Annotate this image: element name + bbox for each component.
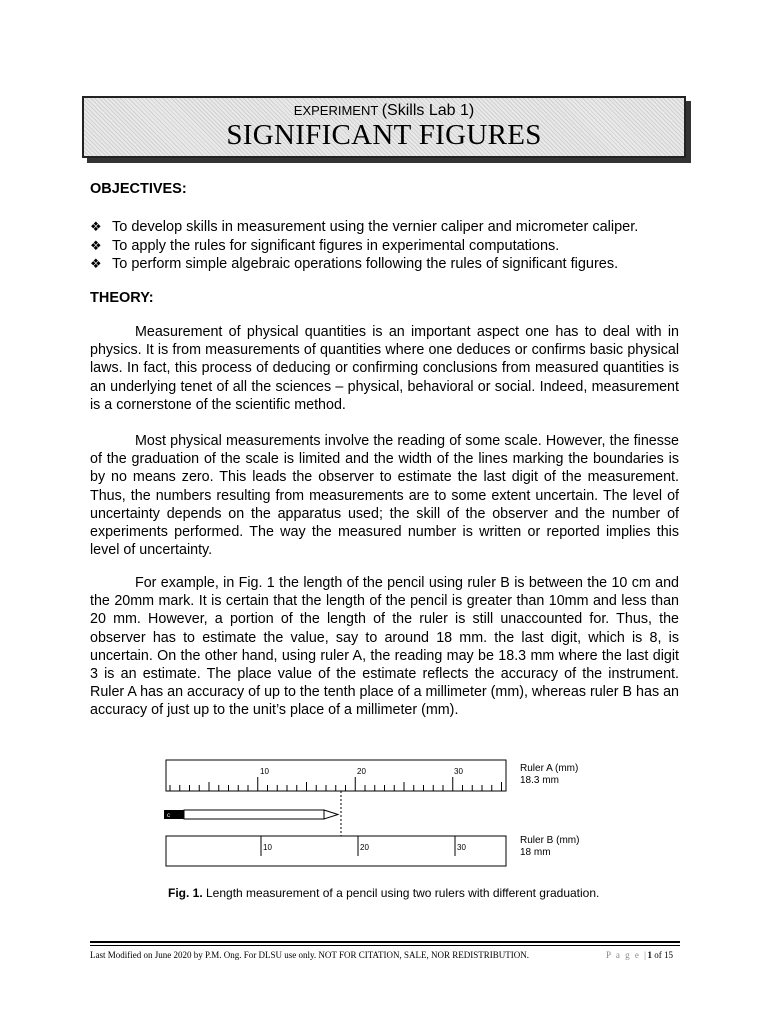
objectives-list bbox=[90, 218, 690, 274]
ruler-b-tick-label: 30 bbox=[457, 843, 466, 852]
caption-text: Length measurement of a pencil using two rulers with different graduation. bbox=[202, 886, 600, 900]
ruler-a-tick-label: 10 bbox=[260, 767, 269, 776]
ruler-a-label: Ruler A (mm) bbox=[520, 763, 579, 774]
ruler-b-tick-label: 20 bbox=[360, 843, 369, 852]
diamond-bullet-icon: ❖ bbox=[90, 219, 102, 234]
theory-paragraph-3: For example, in Fig. 1 the length of the pencil using ruler B is between the 10 cm and the 20mm mark. It is certain that the length of the pencil is greater than 10mm and less than 20 mm. However, a portion of the length of the ruler is still unaccounted for. Thus, the observer has to estimate the value, say to around 18 mm. the last digit, which is 8, is uncertain. On the other hand, using ruler A, the reading may be 18.3 mm where the last digit 3 is an estimate. The place value of the estimate reflects the accuracy of the instrument. Ruler A has an accuracy of up to the tenth place of a millimeter (mm), whereas ruler B has an accuracy of just up to the unit’s place of a millimeter (mm). bbox=[90, 575, 679, 719]
ruler-a-tick-label: 30 bbox=[454, 767, 463, 776]
title-box bbox=[82, 96, 686, 158]
page-number bbox=[606, 950, 673, 960]
footer-rule bbox=[90, 945, 680, 946]
pencil-body bbox=[184, 810, 324, 819]
experiment-line bbox=[84, 103, 684, 119]
caption-label: Fig. 1. bbox=[168, 886, 203, 900]
theory-paragraph-2: Most physical measurements involve the reading of some scale. However, the finesse of the graduation of the scale is limited and the width of the lines marking the boundaries is by no means zero. This leads the observer to estimate the last digit of the measurement. Thus, the numbers resulting from measurements are to some extent uncertain. The level of uncertainty depends on the apparatus used; the skill of the observer and the number of experiments performed. The way the measured number is written or reported implies this level of uncertainty. bbox=[90, 433, 679, 559]
page-suffix: of 15 bbox=[651, 950, 673, 960]
page-title: SIGNIFICANT FIGURES bbox=[226, 119, 542, 151]
objective-item: ❖ To perform simple algebraic operations following the rules of significant figures. bbox=[90, 256, 619, 272]
pencil bbox=[164, 810, 338, 819]
footer-note: Last Modified on June 2020 by P.M. Ong. For DLSU use only. NOT FOR CITATION, SALE, NOR REDISTRIBUTION. bbox=[90, 950, 530, 960]
ruler-a-reading: 18.3 mm bbox=[520, 775, 559, 786]
page-num: 1 bbox=[647, 950, 652, 960]
diamond-bullet-icon: ❖ bbox=[90, 237, 102, 253]
pencil-eraser-mark: c bbox=[167, 813, 170, 819]
theory-heading: THEORY: bbox=[90, 290, 154, 306]
objective-item: ❖ To apply the rules for significant figures in experimental computations. bbox=[90, 237, 560, 254]
ruler-a-legend bbox=[520, 763, 578, 787]
ruler-b-label: Ruler B (mm) bbox=[520, 835, 580, 846]
ruler-b-reading: 18 mm bbox=[520, 847, 551, 858]
ruler-b-legend bbox=[520, 835, 579, 859]
figure-caption bbox=[168, 886, 599, 900]
objectives-heading: OBJECTIVES: bbox=[90, 181, 187, 197]
theory-paragraph-1: Measurement of physical quantities is an important aspect one has to deal with in physics. It is from measurements of quantities where one deduces or confirms basic physical laws. In fact, this process of deducing or confirming conclusions from measured quantities is an underlying tenet of all the sciences – physical, behavioral or social. Indeed, measurement is a cornerstone of the scientific method. bbox=[90, 324, 679, 413]
page-prefix: P a g e | bbox=[606, 950, 648, 960]
ruler-a-tick-label: 20 bbox=[357, 767, 366, 776]
pencil-tip bbox=[324, 810, 338, 819]
objective-item: ❖ To develop skills in measurement using the vernier caliper and micrometer caliper. bbox=[90, 219, 639, 235]
footer-rule bbox=[90, 941, 680, 943]
diamond-bullet-icon: ❖ bbox=[90, 256, 102, 271]
experiment-label: EXPERIMENT bbox=[293, 103, 379, 118]
ruler-b-tick-label: 10 bbox=[263, 843, 272, 852]
experiment-subtitle: (Skills Lab 1) bbox=[381, 102, 475, 119]
